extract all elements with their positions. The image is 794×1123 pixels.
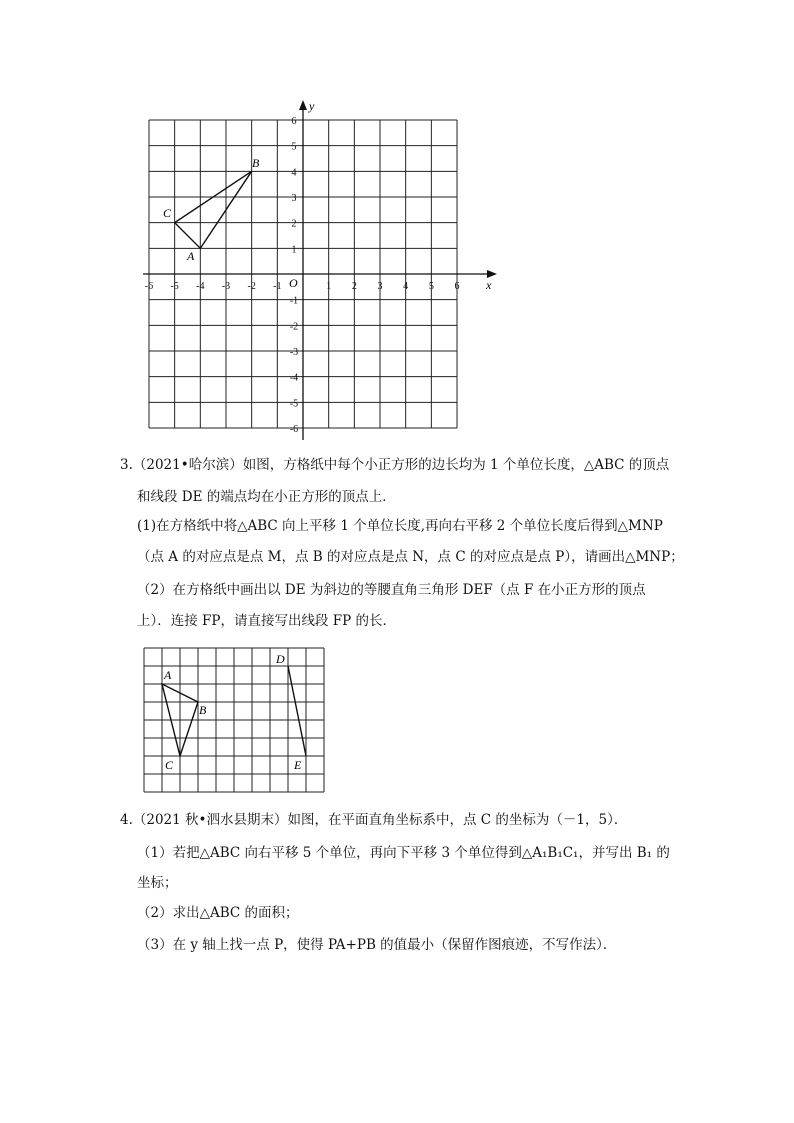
- q4-line-3: 坐标；: [137, 875, 178, 891]
- y-tick-label: 3: [291, 192, 297, 204]
- x-tick-labels: [145, 281, 460, 292]
- origin-label: O: [289, 276, 298, 290]
- x-tick-label: 2: [351, 281, 357, 292]
- point-label-c: C: [163, 206, 172, 220]
- point-label-b: B: [199, 703, 207, 717]
- y-axis-label: y: [309, 99, 315, 113]
- x-tick-label: -4: [196, 281, 205, 292]
- point-label-b: B: [252, 156, 260, 170]
- y-tick-label: 4: [291, 167, 297, 179]
- y-tick-label: -3: [289, 347, 299, 359]
- q3-line-6: 上）．连接 FP，请直接写出线段 FP 的长．: [137, 613, 397, 629]
- q3-line-2: 和线段 DE 的端点均在小正方形的顶点上．: [137, 489, 396, 505]
- x-tick-label: -3: [221, 281, 231, 292]
- x-tick-label: 3: [377, 281, 383, 292]
- segment-de: [288, 666, 306, 756]
- x-tick-label: 6: [454, 281, 460, 292]
- x-tick-label: 5: [428, 281, 434, 292]
- triangle-abc: [175, 171, 252, 248]
- x-tick-label: -6: [144, 281, 154, 292]
- y-tick-label: 2: [291, 218, 297, 230]
- q4-line-1: 4.（2021 秋•泗水县期末）如图，在平面直角坐标系中，点 C 的坐标为（－1，5）．: [120, 812, 628, 828]
- q3-line-1: 3.（2021•哈尔滨）如图，方格纸中每个小正方形的边长均为 1 个单位长度，△ABC 的顶点: [120, 457, 670, 473]
- y-tick-label: -5: [289, 398, 299, 410]
- q3-line-5: （2）在方格纸中画出以 DE 为斜边的等腰直角三角形 DEF（点 F 在小正方形的顶点: [137, 582, 646, 598]
- point-label-e: E: [294, 758, 302, 772]
- y-tick-label: -1: [289, 295, 299, 307]
- x-tick-label: -2: [247, 281, 256, 292]
- y-tick-label: -6: [289, 424, 299, 436]
- x-tick-label: -1: [273, 281, 282, 292]
- x-tick-label: -5: [170, 281, 179, 292]
- x-axis-label: x: [486, 278, 492, 292]
- q4-line-5: （3）在 y 轴上找一点 P，使得 PA+PB 的值最小（保留作图痕迹，不写作法）．: [137, 937, 617, 953]
- x-tick-label: 4: [403, 281, 409, 292]
- point-label-a: A: [164, 668, 172, 682]
- q3-line-3: (1)在方格纸中将△ABC 向上平移 1 个单位长度,再向右平移 2 个单位长度后得到△MNP: [137, 518, 663, 534]
- y-tick-label: -2: [289, 321, 299, 333]
- y-tick-label: 5: [291, 141, 297, 153]
- y-tick-label: 6: [291, 115, 297, 127]
- x-tick-label: 1: [326, 281, 332, 292]
- coordinate-plane-figure: [130, 95, 510, 450]
- q4-line-2: （1）若把△ABC 向右平移 5 个单位，再向下平移 3 个单位得到△A₁B₁C₁，并写出 B₁ 的: [137, 845, 670, 861]
- point-label-c: C: [165, 758, 174, 772]
- q4-line-4: （2）求出△ABC 的面积；: [137, 905, 299, 921]
- point-label-a: A: [187, 249, 195, 263]
- x-axis: [143, 270, 497, 278]
- y-tick-label: -4: [289, 372, 299, 384]
- point-label-d: D: [276, 652, 285, 666]
- grid-paper-figure: [138, 643, 330, 797]
- y-axis: [299, 100, 307, 440]
- q3-line-4: （点 A 的对应点是点 M，点 B 的对应点是点 N，点 C 的对应点是点 P），请画出△MNP；: [137, 549, 684, 565]
- y-tick-label: 1: [291, 244, 297, 256]
